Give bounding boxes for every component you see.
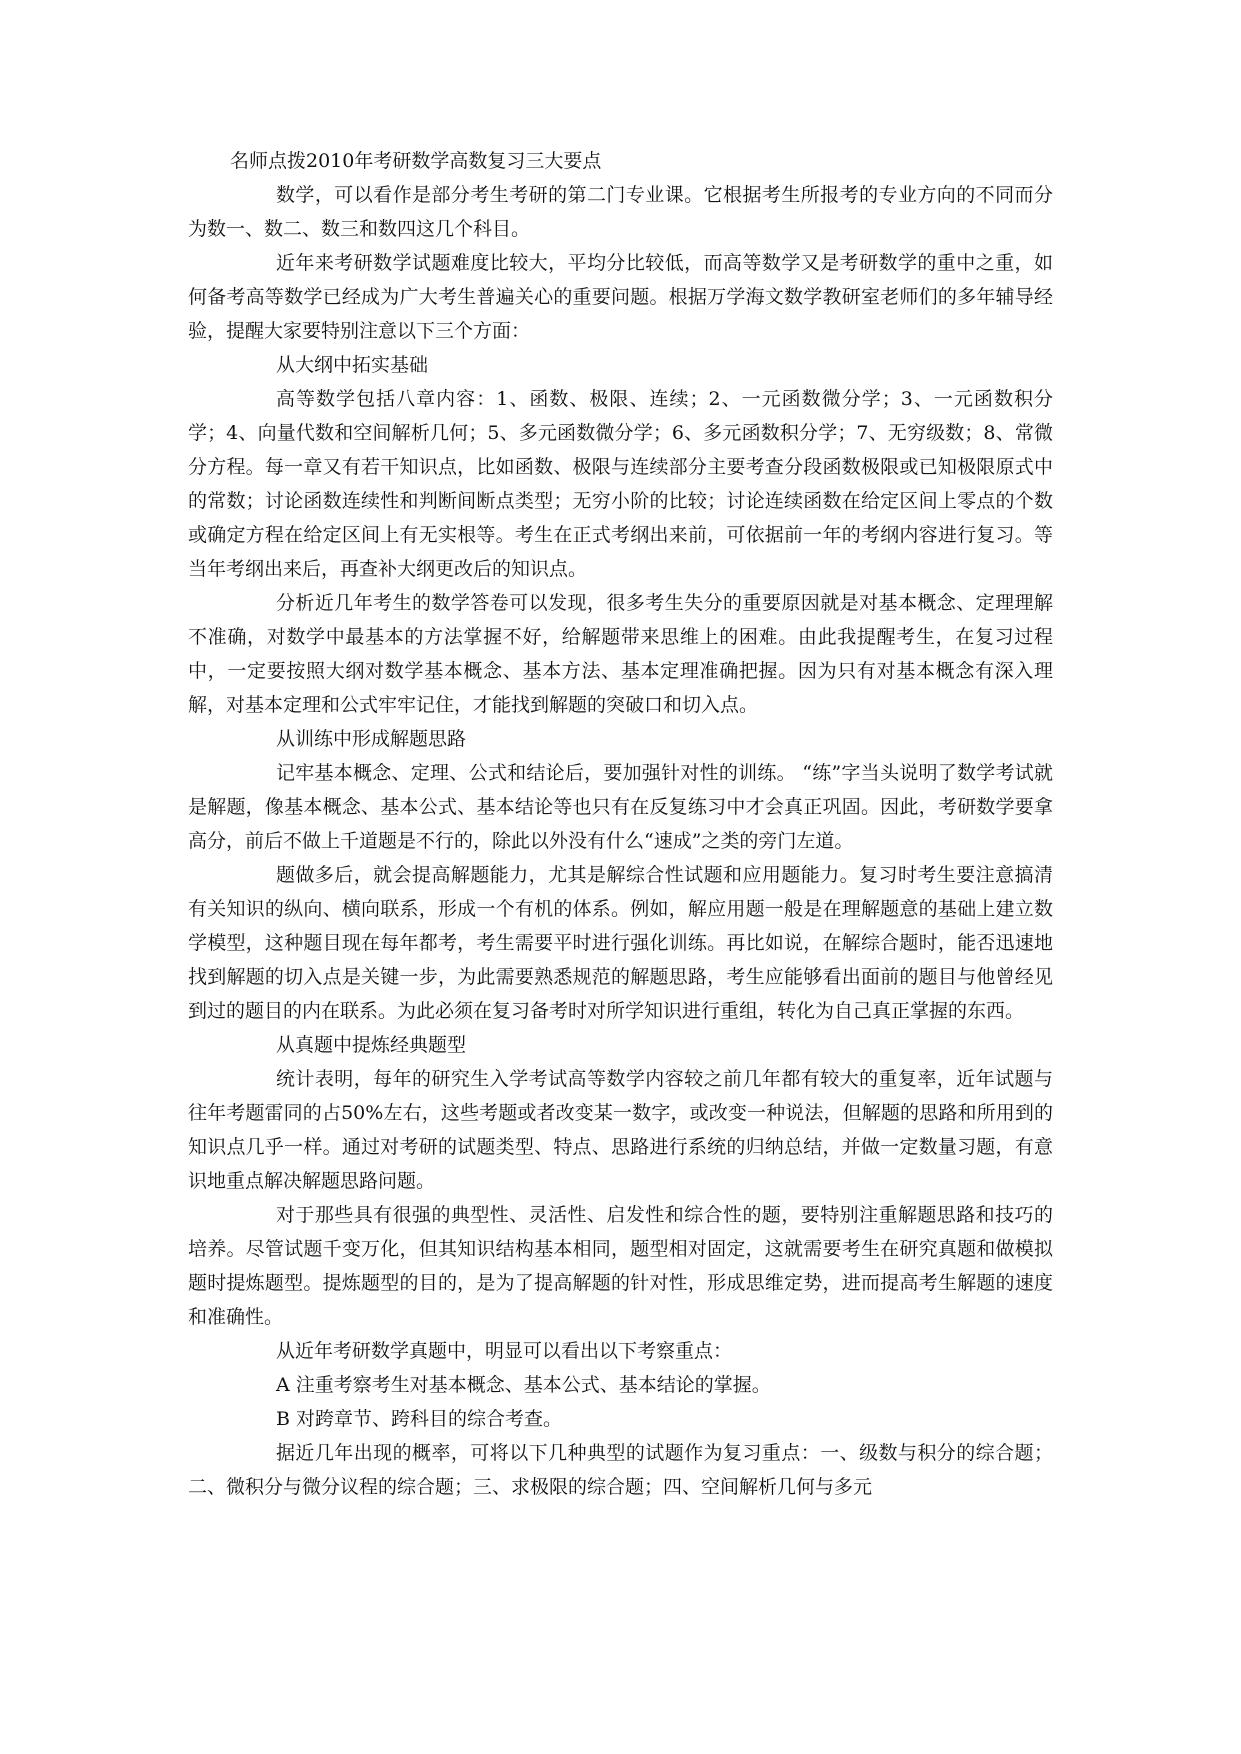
document-page [188, 144, 1053, 1504]
section2-paragraph-1: 记牢基本概念、定理、公式和结论后，要加强针对性的训练。 “练”字当头说明了数学考试就是解题，像基本概念、基本公式、基本结论等也只有在反复练习中才会真正巩固。因此，考研数学要拿高分，前后不做上千道题是不行的，除此以外没有什么“速成”之类的旁门左道。 [188, 762, 1053, 852]
section1-paragraph-1: 高等数学包括八章内容：1、函数、极限、连续；2、一元函数微分学；3、一元函数积分学；4、向量代数和空间解析几何；5、多元函数微分学；6、多元函数积分学；7、无穷级数；8、常微分方程。每一章又有若干知识点，比如函数、极限与连续部分主要考查分段函数极限或已知极限原式中的常数；讨论函数连续性和判断间断点类型；无穷小阶的比较；讨论连续函数在给定区间上零点的个数或确定方程在给定区间上有无实根等。考生在正式考纲出来前，可依据前一年的考纲内容进行复习。等当年考纲出来后，再查补大纲更改后的知识点。 [188, 388, 1053, 580]
section1-paragraph-2: 分析近几年考生的数学答卷可以发现，很多考生失分的重要原因就是对基本概念、定理理解不准确，对数学中最基本的方法掌握不好，给解题带来思维上的困难。由此我提醒考生，在复习过程中，一定要按照大纲对数学基本概念、基本方法、基本定理准确把握。因为只有对基本概念有深入理解，对基本定理和公式牢牢记住，才能找到解题的突破口和切入点。 [188, 592, 1053, 716]
section3-paragraph-2: 对于那些具有很强的典型性、灵活性、启发性和综合性的题，要特别注重解题思路和技巧的培养。尽管试题千变万化，但其知识结构基本相同，题型相对固定，这就需要考生在研究真题和做模拟题时提炼题型。提炼题型的目的，是为了提高解题的针对性，形成思维定势，进而提高考生解题的速度和准确性。 [188, 1204, 1053, 1328]
focus-item-b: B 对跨章节、跨科目的综合考查。 [276, 1408, 563, 1430]
intro-paragraph-1: 数学，可以看作是部分考生考研的第二门专业课。它根据考生所报考的专业方向的不同而分为数一、数二、数三和数四这几个科目。 [188, 184, 1053, 240]
section3-paragraph-1: 统计表明，每年的研究生入学考试高等数学内容较之前几年都有较大的重复率，近年试题与往年考题雷同的占50%左右，这些考题或者改变某一数字，或改变一种说法，但解题的思路和所用到的知识点几乎一样。通过对考研的试题类型、特点、思路进行系统的归纳总结，并做一定数量习题，有意识地重点解决解题思路问题。 [188, 1068, 1053, 1192]
section2-paragraph-2: 题做多后，就会提高解题能力，尤其是解综合性试题和应用题能力。复习时考生要注意搞清有关知识的纵向、横向联系，形成一个有机的体系。例如，解应用题一般是在理解题意的基础上建立数学模型，这种题目现在每年都考，考生需要平时进行强化训练。再比如说，在解综合题时，能否迅速地找到解题的切入点是关键一步，为此需要熟悉规范的解题思路，考生应能够看出面前的题目与他曾经见到过的题目的内在联系。为此必须在复习备考时对所学知识进行重组，转化为自己真正掌握的东西。 [188, 864, 1053, 1022]
section-heading-2: 从训练中形成解题思路 [276, 728, 467, 750]
document-title: 名师点拨2010年考研数学高数复习三大要点 [230, 150, 602, 172]
intro-paragraph-2: 近年来考研数学试题难度比较大，平均分比较低，而高等数学又是考研数学的重中之重，如何备考高等数学已经成为广大考生普遍关心的重要问题。根据万学海文数学教研室老师们的多年辅导经验，提醒大家要特别注意以下三个方面： [188, 252, 1053, 342]
section-heading-1: 从大纲中拓实基础 [276, 354, 429, 376]
focus-lead-text: 从近年考研数学真题中，明显可以看出以下考察重点： [276, 1340, 733, 1362]
focus-item-a: A 注重考察考生对基本概念、基本公式、基本结论的掌握。 [276, 1374, 771, 1396]
closing-paragraph: 据近几年出现的概率，可将以下几种典型的试题作为复习重点：一、级数与积分的综合题；二、微积分与微分议程的综合题；三、求极限的综合题；四、空间解析几何与多元 [188, 1442, 1053, 1498]
section-heading-3: 从真题中提炼经典题型 [276, 1034, 467, 1056]
